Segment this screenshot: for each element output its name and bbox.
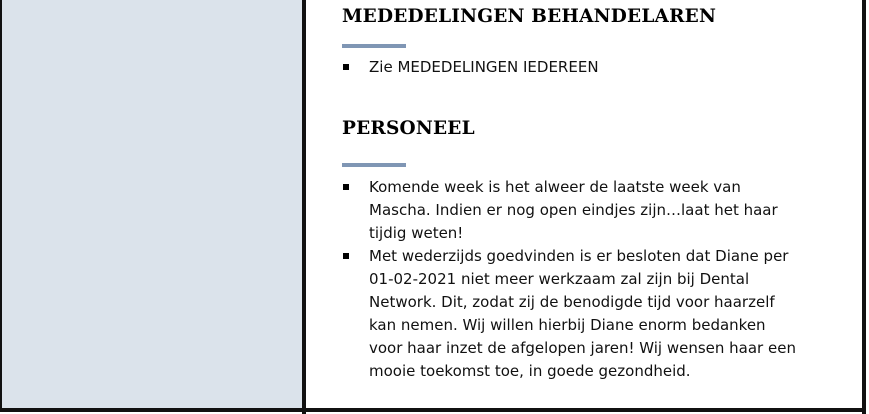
list-item-text: Met wederzijds goedvinden is er besloten dat Diane per 01-02-2021 niet meer werkzaam zal zijn bij Dental Network. Dit, zodat zij de benodigde tijd voor haarzelf kan nemen. Wij willen hierbij Diane enorm bedanken voor haar inzet de afgelopen jaren! Wij wensen haar een mooie toekomst toe, in goede gezondheid. — [369, 247, 796, 380]
section-accent-rule — [342, 163, 406, 167]
section-heading-personeel: PERSONEEL — [342, 118, 475, 139]
section-accent-rule — [342, 44, 406, 48]
sidebar-panel — [0, 0, 302, 410]
list-item-text: Zie MEDEDELINGEN IEDEREEN — [369, 58, 599, 76]
section-heading-mededelingen-behandelaren: MEDEDELINGEN BEHANDELAREN — [342, 6, 717, 27]
list-item — [342, 245, 802, 383]
list-item — [342, 56, 812, 79]
page-right-border — [862, 0, 866, 414]
page-bottom-border — [0, 408, 866, 412]
list-item — [342, 176, 802, 245]
bullet-list-personeel — [342, 176, 802, 383]
square-bullet-icon — [343, 253, 349, 259]
bullet-list-mededelingen — [342, 56, 812, 79]
square-bullet-icon — [343, 64, 349, 70]
list-item-text: Komende week is het alweer de laatste week van Mascha. Indien er nog open eindjes zijn…laat het haar tijdig weten! — [369, 178, 778, 242]
square-bullet-icon — [343, 184, 349, 190]
newsletter-content — [306, 0, 862, 408]
